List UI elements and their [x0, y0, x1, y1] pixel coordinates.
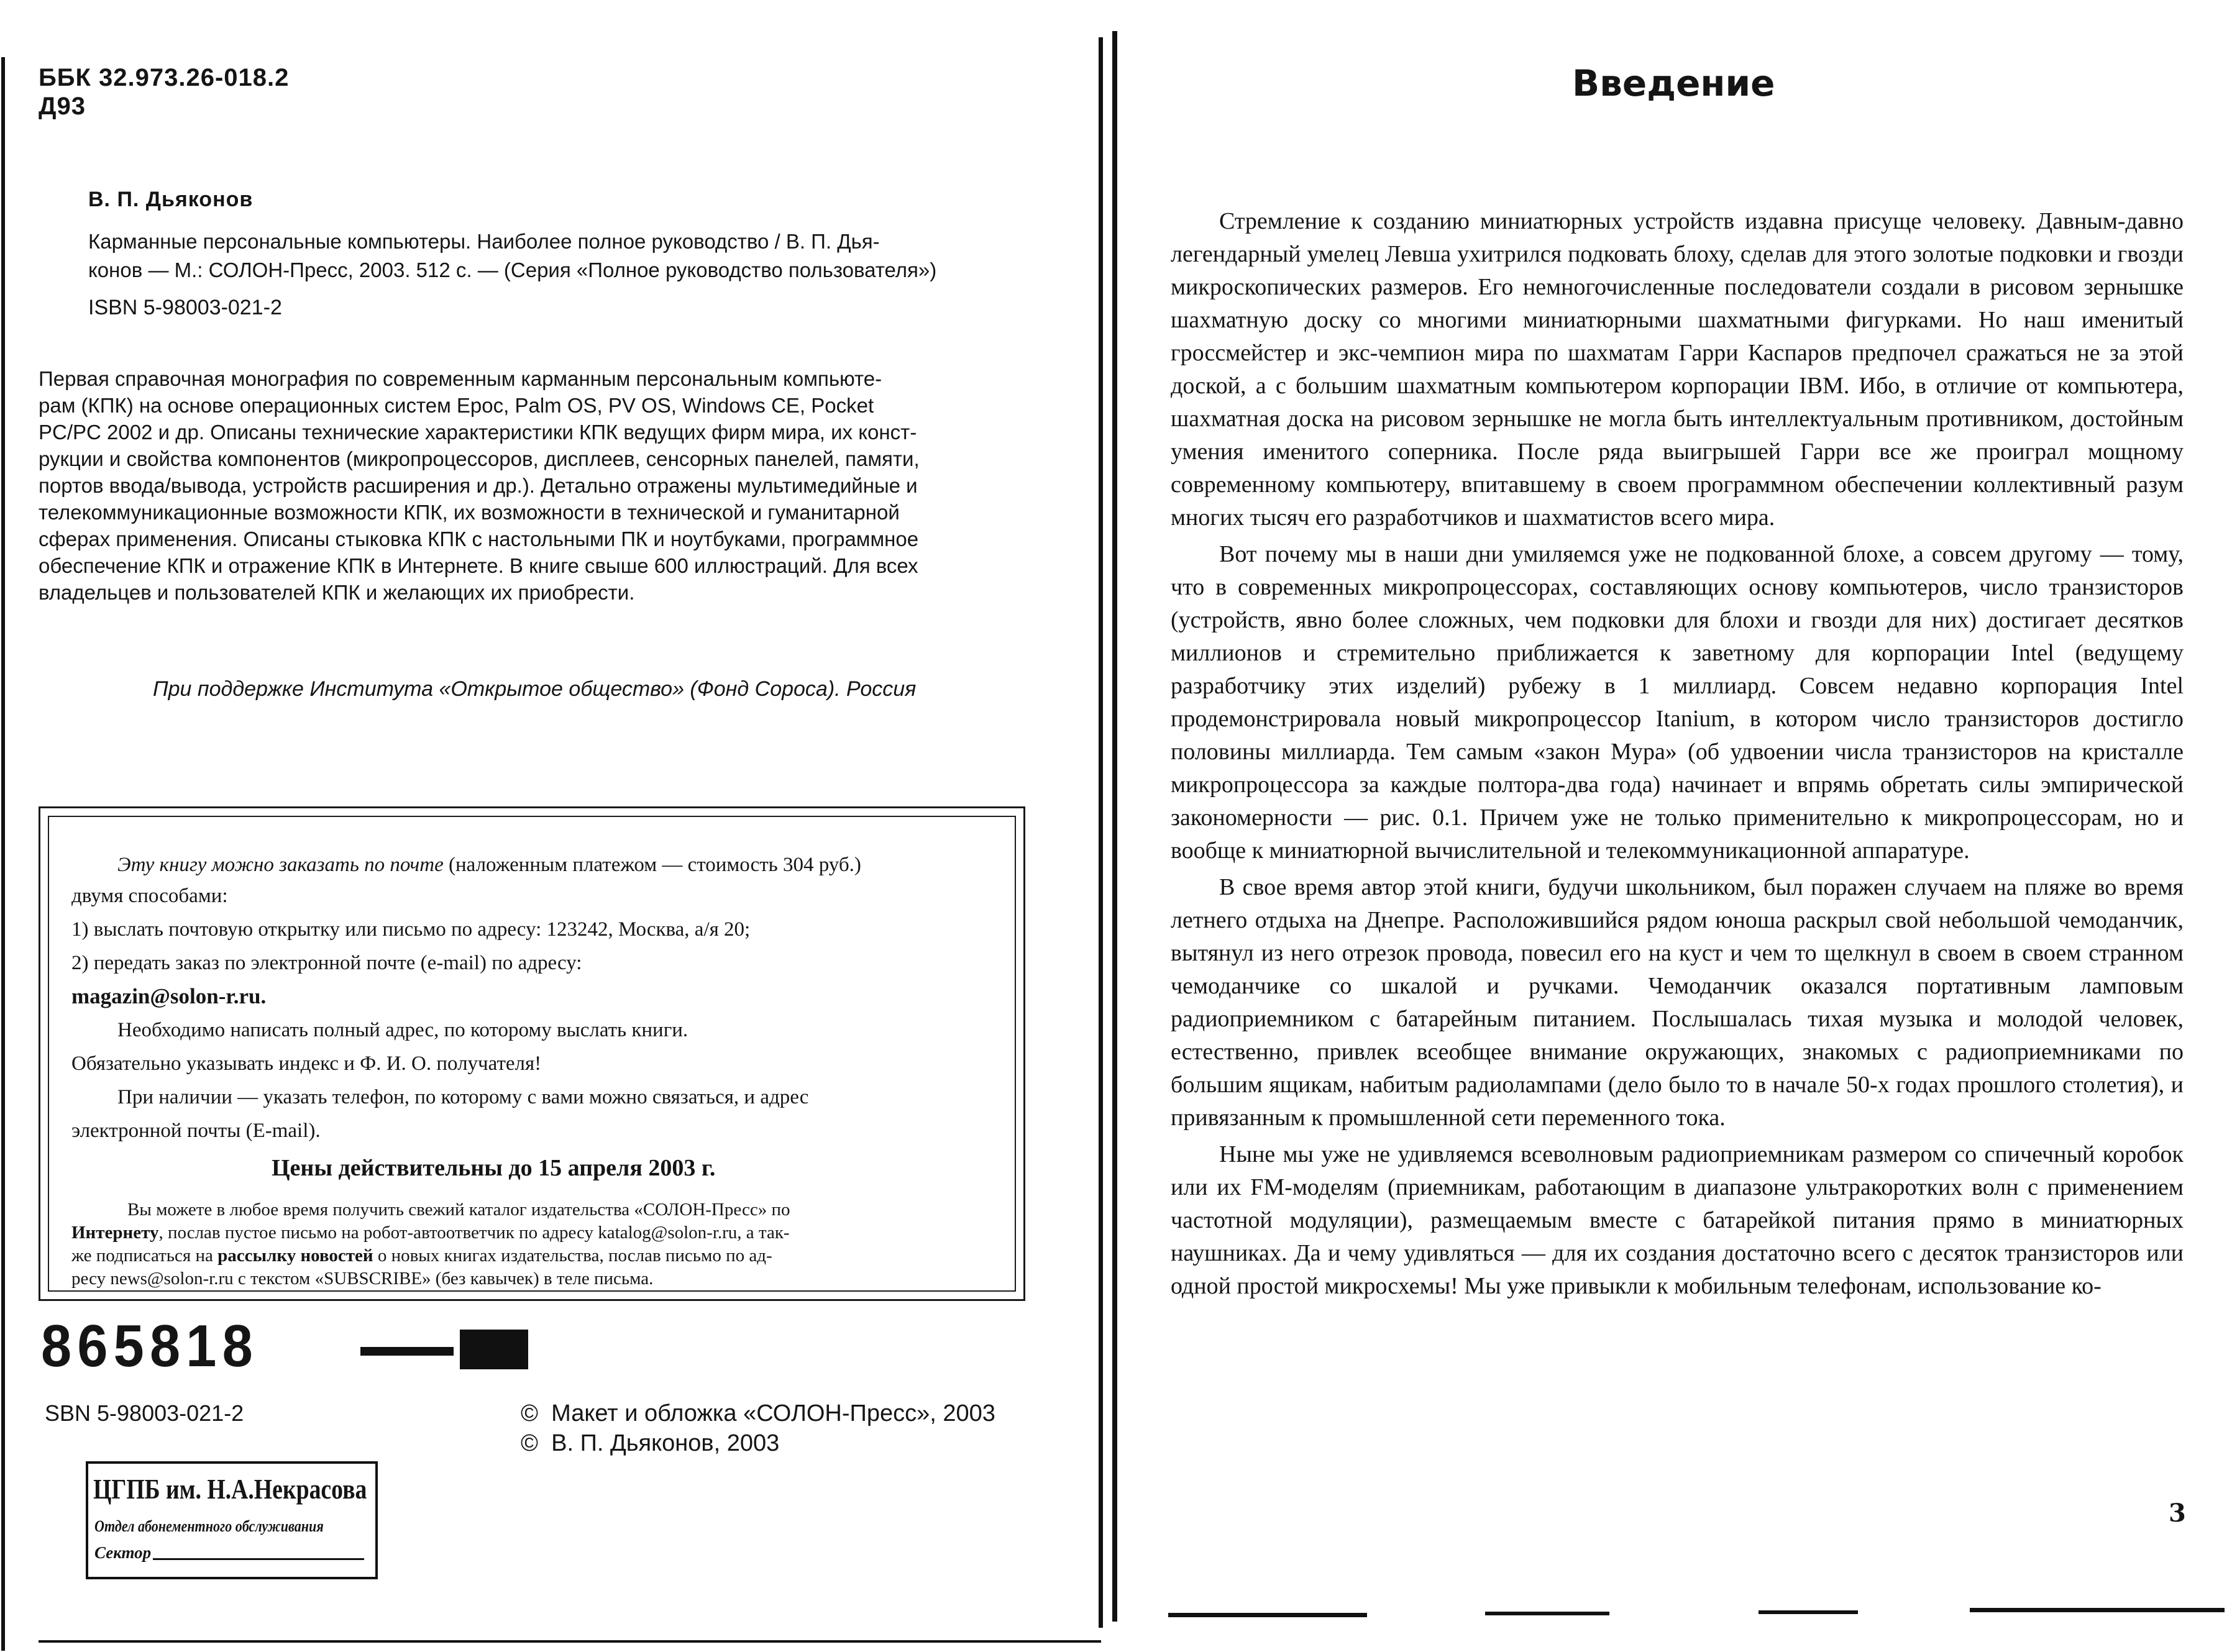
- order-line: 2) передать заказ по электронной почте (e-mail) по адресу:: [71, 952, 582, 974]
- annotation-line: обеспечение КПК и отражение КПК в Интернете. В книге свыше 600 иллюстраций. Для всех: [39, 554, 918, 577]
- scan-bottom-mark: [1485, 1612, 1609, 1615]
- barcode-block: [460, 1330, 528, 1369]
- stamp-sector: Сектор: [94, 1543, 152, 1562]
- bibliographic-record: [88, 227, 1051, 285]
- paragraph: Вот почему мы в наши дни умиляемся уже не подкованной блохе, а совсем другому — тому, что в современных микропроцессорах, составляющих основу компьютеров, число транзисторов (устройств, явно более сложных, чем подковки для блохи и гвозди для них) достигает десятков миллионов и стремительно приближается к заветному для корпорации Intel (ведущему разработчику этих изделий) рубежу в 1 миллиард. Совсем недавно корпорация Intel продемонстрировала новый микропроцессор Itanium, в котором число транзисторов достигло половины миллиарда. Тем самым «закон Мура» (об удвоении числа транзисторов на кристалле микропроцессора за каждые полтора-два года) начинает и впрямь обретать силы эмпирической закономерности — рис. 0.1. Причем уже не только применительно к микропроцессорам, но и вообще к миниатюрной вычислительной и телекоммуникационной аппаратуре.: [1171, 541, 2184, 864]
- library-stamp: [86, 1461, 378, 1579]
- copyright-layout: © Макет и обложка «СОЛОН-Пресс», 2003: [521, 1400, 995, 1426]
- order-line: 1) выслать почтовую открытку или письмо по адресу: 123242, Москва, а/я 20;: [71, 918, 751, 941]
- paragraph: Стремление к созданию миниатюрных устройств издавна присуще человеку. Давным-давно легендарный умелец Левша ухитрился подковать блоху, сделав для этого золотые подковки и гвозди микроскопических размеров. Его немногочисленные последователи создали в рисовом зернышке шахматную доску со многими миниатюрными шахматными фигурками. Но наш именитый гроссмейстер и экс-чемпион мира по шахматам Гарри Каспаров предпочел сражаться не за этой доской, а с большим шахматным компьютером корпорации IBM. Ибо, в отличие от компьютера, шахматная доска на рисовом зернышке не могла быть интеллектуальным противником, достойным умения именитого соперника. После ряда выигрышей Гарри все же проиграл мощному современному компьютеру, впитавшему в своем программном обеспечении коллективный разум многих тысяч его разработчиков и шахматистов всего мира.: [1171, 208, 2184, 531]
- annotation-line: Первая справочная монография по современным карманным персональным компьюте-: [39, 367, 882, 390]
- order-line: двумя способами:: [71, 885, 228, 907]
- scan-bottom-mark: [1168, 1613, 1367, 1617]
- order-line: При наличии — указать телефон, по которому с вами можно связаться, и адрес: [117, 1086, 809, 1108]
- barcode-smear: [360, 1347, 454, 1356]
- order-intro-rest: (наложенным платежом — стоимость 304 руб.): [443, 854, 861, 876]
- annotation-line: сферах применения. Описаны стыковка КПК с настольными ПК и ноутбуками, программное: [39, 527, 919, 550]
- catalog-line-start: же подписаться на: [71, 1246, 218, 1266]
- stamp-sector-line: [153, 1558, 364, 1560]
- chapter-heading: Введение: [1572, 62, 1775, 104]
- price-validity-notice: Цены действительны до 15 апреля 2003 г.: [272, 1155, 716, 1181]
- author-name: В. П. Дьяконов: [88, 188, 254, 211]
- scan-bottom-mark: [1759, 1610, 1858, 1614]
- catalog-line: Вы можете в любое время получить свежий каталог издательства «СОЛОН-Пресс» по: [127, 1200, 790, 1220]
- right-page: [1112, 0, 2232, 1652]
- scan-bottom-edge: [39, 1640, 1101, 1643]
- catalog-line: [71, 1221, 790, 1244]
- annotation-line: портов ввода/вывода, устройств расширения и др.). Детально отражены мультимедийные и: [39, 474, 918, 497]
- catalog-line-rest: , послав пустое письмо на робот-автоответчик по адресу katalog@solon-r.ru, а так-: [158, 1223, 790, 1243]
- annotation-line: владельцев и пользователей КПК и желающих их приобрести.: [39, 581, 635, 604]
- catalog-internet-bold: Интернету: [71, 1223, 159, 1243]
- annotation-line: телекоммуникационные возможности КПК, их возможности в технической и гуманитарной: [39, 501, 900, 524]
- catalog-line: [71, 1244, 772, 1267]
- paragraph: Ныне мы уже не удивляемся всеволновым радиоприемникам размером со спичечный коробок или их FM-моделям (приемникам, работающим в диапазоне ультракоротких волн с применением частотной модуляции), размещаемым вместе с батарейкой питания прямо в миниатюрных наушниках. Да и чему удивляться — для их создания достаточно всего с десяток транзисторов или одной простой микросхемы! Мы уже привыкли к мобильным телефонам, использование ко-: [1171, 1141, 2184, 1299]
- isbn-top: ISBN 5-98003-021-2: [88, 296, 282, 319]
- scan-gutter-right: [1112, 31, 1117, 1622]
- annotation: [39, 365, 1051, 606]
- order-email[interactable]: magazin@solon-r.ru.: [71, 984, 267, 1008]
- left-page: [0, 0, 1112, 1652]
- barcode-number: 865818: [41, 1313, 258, 1379]
- scan-edge-left: [1, 57, 5, 1651]
- order-line: Обязательно указывать индекс и Ф. И. О. получателя!: [71, 1052, 542, 1075]
- bbk-line: ББК 32.973.26-018.2: [39, 64, 290, 91]
- catalog-news-bold: рассылку новостей: [217, 1246, 373, 1266]
- udc-line: Д93: [39, 93, 86, 120]
- order-intro-italic: Эту книгу можно заказать по почте: [117, 854, 444, 876]
- bbk-code: [39, 63, 289, 121]
- body-text: [1171, 205, 2184, 1307]
- annotation-line: PC/PC 2002 и др. Описаны технические характеристики КПК ведущих фирм мира, их конст-: [39, 421, 917, 444]
- annotation-line: рам (КПК) на основе операционных систем Epoc, Palm OS, PV OS, Windows CE, Pocket: [39, 394, 874, 417]
- stamp-department: Отдел абонементного обслуживания: [94, 1517, 324, 1535]
- paragraph: В свое время автор этой книги, будучи школьником, был поражен случаем на пляже во время летнего отдыха на Днепре. Расположившийся рядом юноша раскрыл свой небольшой чемоданчик, вытянул из него отрезок провода, повесил его на куст и чем то щелкнул в своем в своем странном чемоданчике со шкалой и ручками. Чемоданчик оказался портативным ламповым радиоприемником с батарейным питанием. Послышалась тихая музыка и молодой человек, естественно, привлек всеобщее внимание окружающих, знакомых с радиоприемниками по большим ящикам, набитым радиолампами (дело было то в начале 50-х годах прошлого столетия), и привязанным к промышленной сети переменного тока.: [1171, 874, 2184, 1131]
- order-info-box: [39, 806, 1025, 1301]
- support-note: При поддержке Института «Открытое общество» (Фонд Сороса). Россия: [153, 677, 917, 701]
- order-line: Необходимо написать полный адрес, по которому выслать книги.: [117, 1019, 688, 1041]
- catalog-line-rest: о новых книгах издательства, послав письмо по ад-: [373, 1246, 772, 1266]
- order-line: электронной почты (E-mail).: [71, 1120, 321, 1142]
- annotation-line: рукции и свойства компонентов (микропроцессоров, дисплеев, сенсорных панелей, памяти,: [39, 447, 920, 470]
- scan-gutter-line: [1099, 37, 1103, 1628]
- isbn-bottom: SBN 5-98003-021-2: [45, 1400, 244, 1426]
- biblio-line: Карманные персональные компьютеры. Наиболее полное руководство / В. П. Дья-: [88, 230, 880, 253]
- biblio-line: конов — М.: СОЛОН-Пресс, 2003. 512 с. — (Серия «Полное руководство пользователя»): [88, 258, 937, 281]
- copyright-author: © В. П. Дьяконов, 2003: [521, 1430, 780, 1456]
- order-line: [117, 848, 861, 882]
- page-number: 3: [2169, 1499, 2186, 1528]
- catalog-line: ресу news@solon-r.ru с текстом «SUBSCRIBE» (без кавычек) в теле письма.: [71, 1269, 654, 1289]
- scan-bottom-mark: [1970, 1608, 2225, 1612]
- stamp-title: ЦГПБ им. Н.А.Некрасова: [93, 1473, 367, 1505]
